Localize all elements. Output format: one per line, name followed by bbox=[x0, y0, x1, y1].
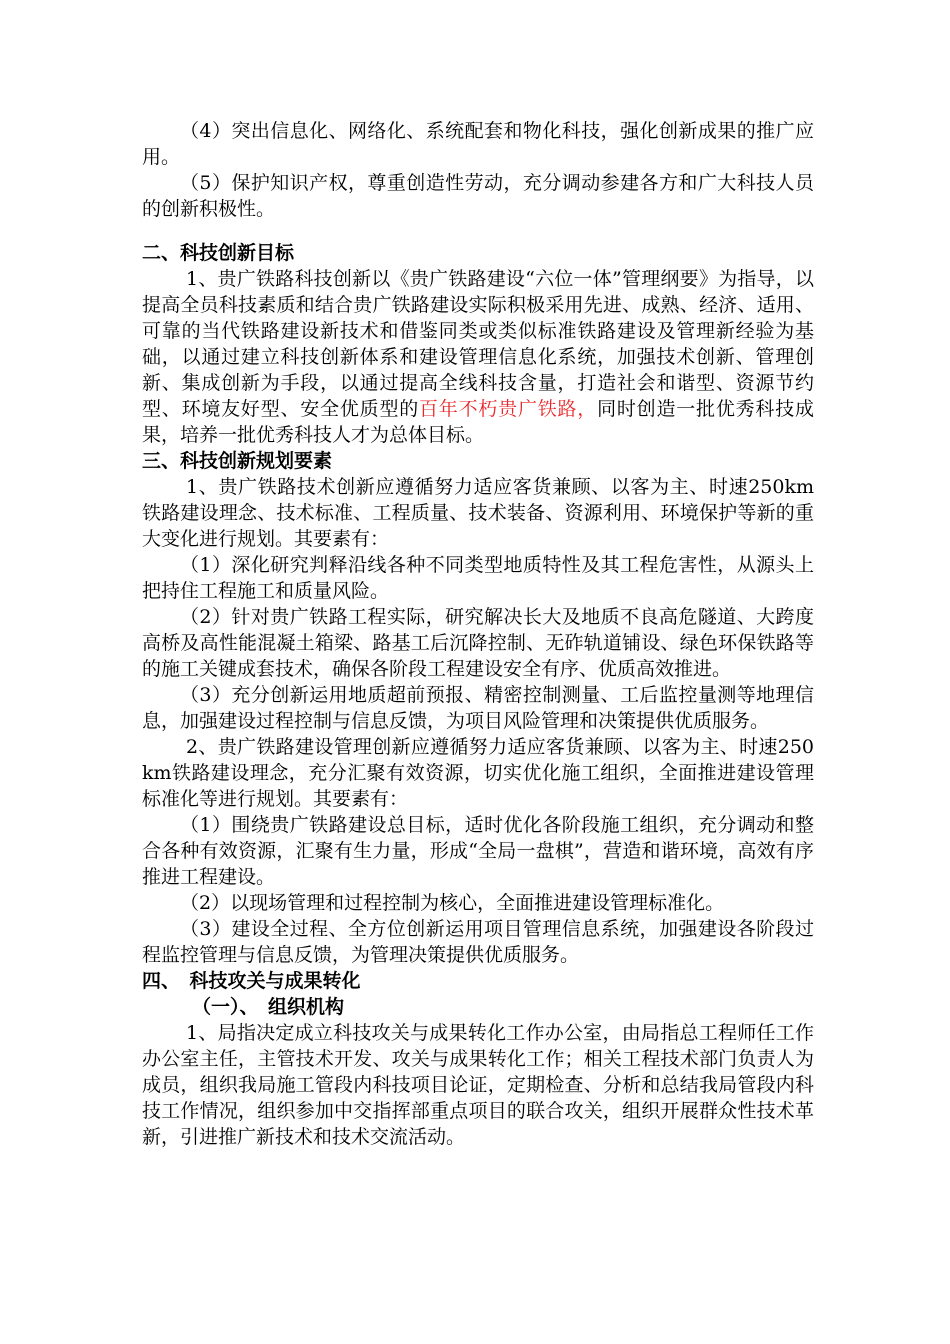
section-heading-research: 四、 科技攻关与成果转化 bbox=[142, 970, 361, 992]
paragraph-item-4: （4）突出信息化、网络化、系统配套和物化科技，强化创新成果的推广应用。 bbox=[142, 120, 814, 168]
paragraph-tech-item-3: （3）充分创新运用地质超前预报、精密控制测量、工后监控量测等地理信息，加强建设过程控制与信息反馈，为项目风险管理和决策提供优质服务。 bbox=[142, 684, 814, 732]
paragraph-mgmt-item-3: （3）建设全过程、全方位创新运用项目管理信息系统，加强建设各阶段过程监控管理与信息反馈，为管理决策提供优质服务。 bbox=[142, 918, 814, 966]
paragraph-tech-item-1: （1）深化研究判释沿线各种不同类型地质特性及其工程危害性，从源头上把持住工程施工和质量风险。 bbox=[142, 554, 814, 602]
goals-text-end: 同时创造一批优秀科技成果，培养一批优秀科技人才为总体目标。 bbox=[142, 398, 814, 446]
section-heading-goals: 二、科技创新目标 bbox=[142, 242, 295, 264]
paragraph-tech-innovation: 1、贵广铁路技术创新应遵循努力适应客货兼顾、以客为主、时速250km铁路建设理念、技术标准、工程质量、技术装备、资源利用、环境保护等新的重大变化进行规划。其要素有： bbox=[142, 476, 814, 550]
paragraph-item-5: （5）保护知识产权，尊重创造性劳动，充分调动参建各方和广大科技人员的创新积极性。 bbox=[142, 172, 814, 220]
paragraph-mgmt-item-2: （2）以现场管理和过程控制为核心，全面推进建设管理标准化。 bbox=[180, 892, 725, 914]
paragraph-organization: 1、局指决定成立科技攻关与成果转化工作办公室，由局指总工程师任工作办公室主任，主管技术开发、攻关与成果转化工作；相关工程技术部门负责人为成员，组织我局施工管段内科技项目论证，定期检查、分析和总结我局管段内科技工作情况，组织参加中交指挥部重点项目的联合攻关，组织开展群众性技术革新，引进推广新技术和技术交流活动。 bbox=[142, 1022, 814, 1148]
subsection-heading-organization: （一）、 组织机构 bbox=[192, 996, 345, 1018]
paragraph-mgmt-innovation: 2、贵广铁路建设管理创新应遵循努力适应客货兼顾、以客为主、时速250km铁路建设理念，充分汇聚有效资源，切实优化施工组织，全面推进建设管理标准化等进行规划。其要素有： bbox=[142, 736, 814, 810]
goals-text-start: 1、贵广铁路科技创新以《贵广铁路建设“六位一体”管理纲要》为指导，以提高全员科技素质和结合贵广铁路建设实际积极采用先进、成熟、经济、适用、可靠的当代铁路建设新技术和借鉴同类或类似标准铁路建设及管理新经验为基础，以通过建立科技创新体系和建设管理信息化系统，加强技术创新、管理创新、集成创新为手段，以通过提高全线科技含量，打造社会和谐型、资源节约型、环境友好型、安全优质型的 bbox=[142, 268, 814, 420]
section-heading-planning: 三、科技创新规划要素 bbox=[142, 450, 333, 472]
paragraph-mgmt-item-1: （1）围绕贵广铁路建设总目标，适时优化各阶段施工组织，充分调动和整合各种有效资源，汇聚有生力量，形成“全局一盘棋”，营造和谐环境，高效有序推进工程建设。 bbox=[142, 814, 814, 888]
paragraph-goals bbox=[142, 266, 814, 448]
document-page bbox=[142, 118, 814, 1150]
paragraph-tech-item-2: （2）针对贵广铁路工程实际，研究解决长大及地质不良高危隧道、大跨度高桥及高性能混凝土箱梁、路基工后沉降控制、无砟轨道铺设、绿色环保铁路等的施工关键成套技术，确保各阶段工程建设安全有序、优质高效推进。 bbox=[142, 606, 814, 680]
goals-highlight-text: 百年不朽贵广铁路， bbox=[419, 398, 598, 420]
